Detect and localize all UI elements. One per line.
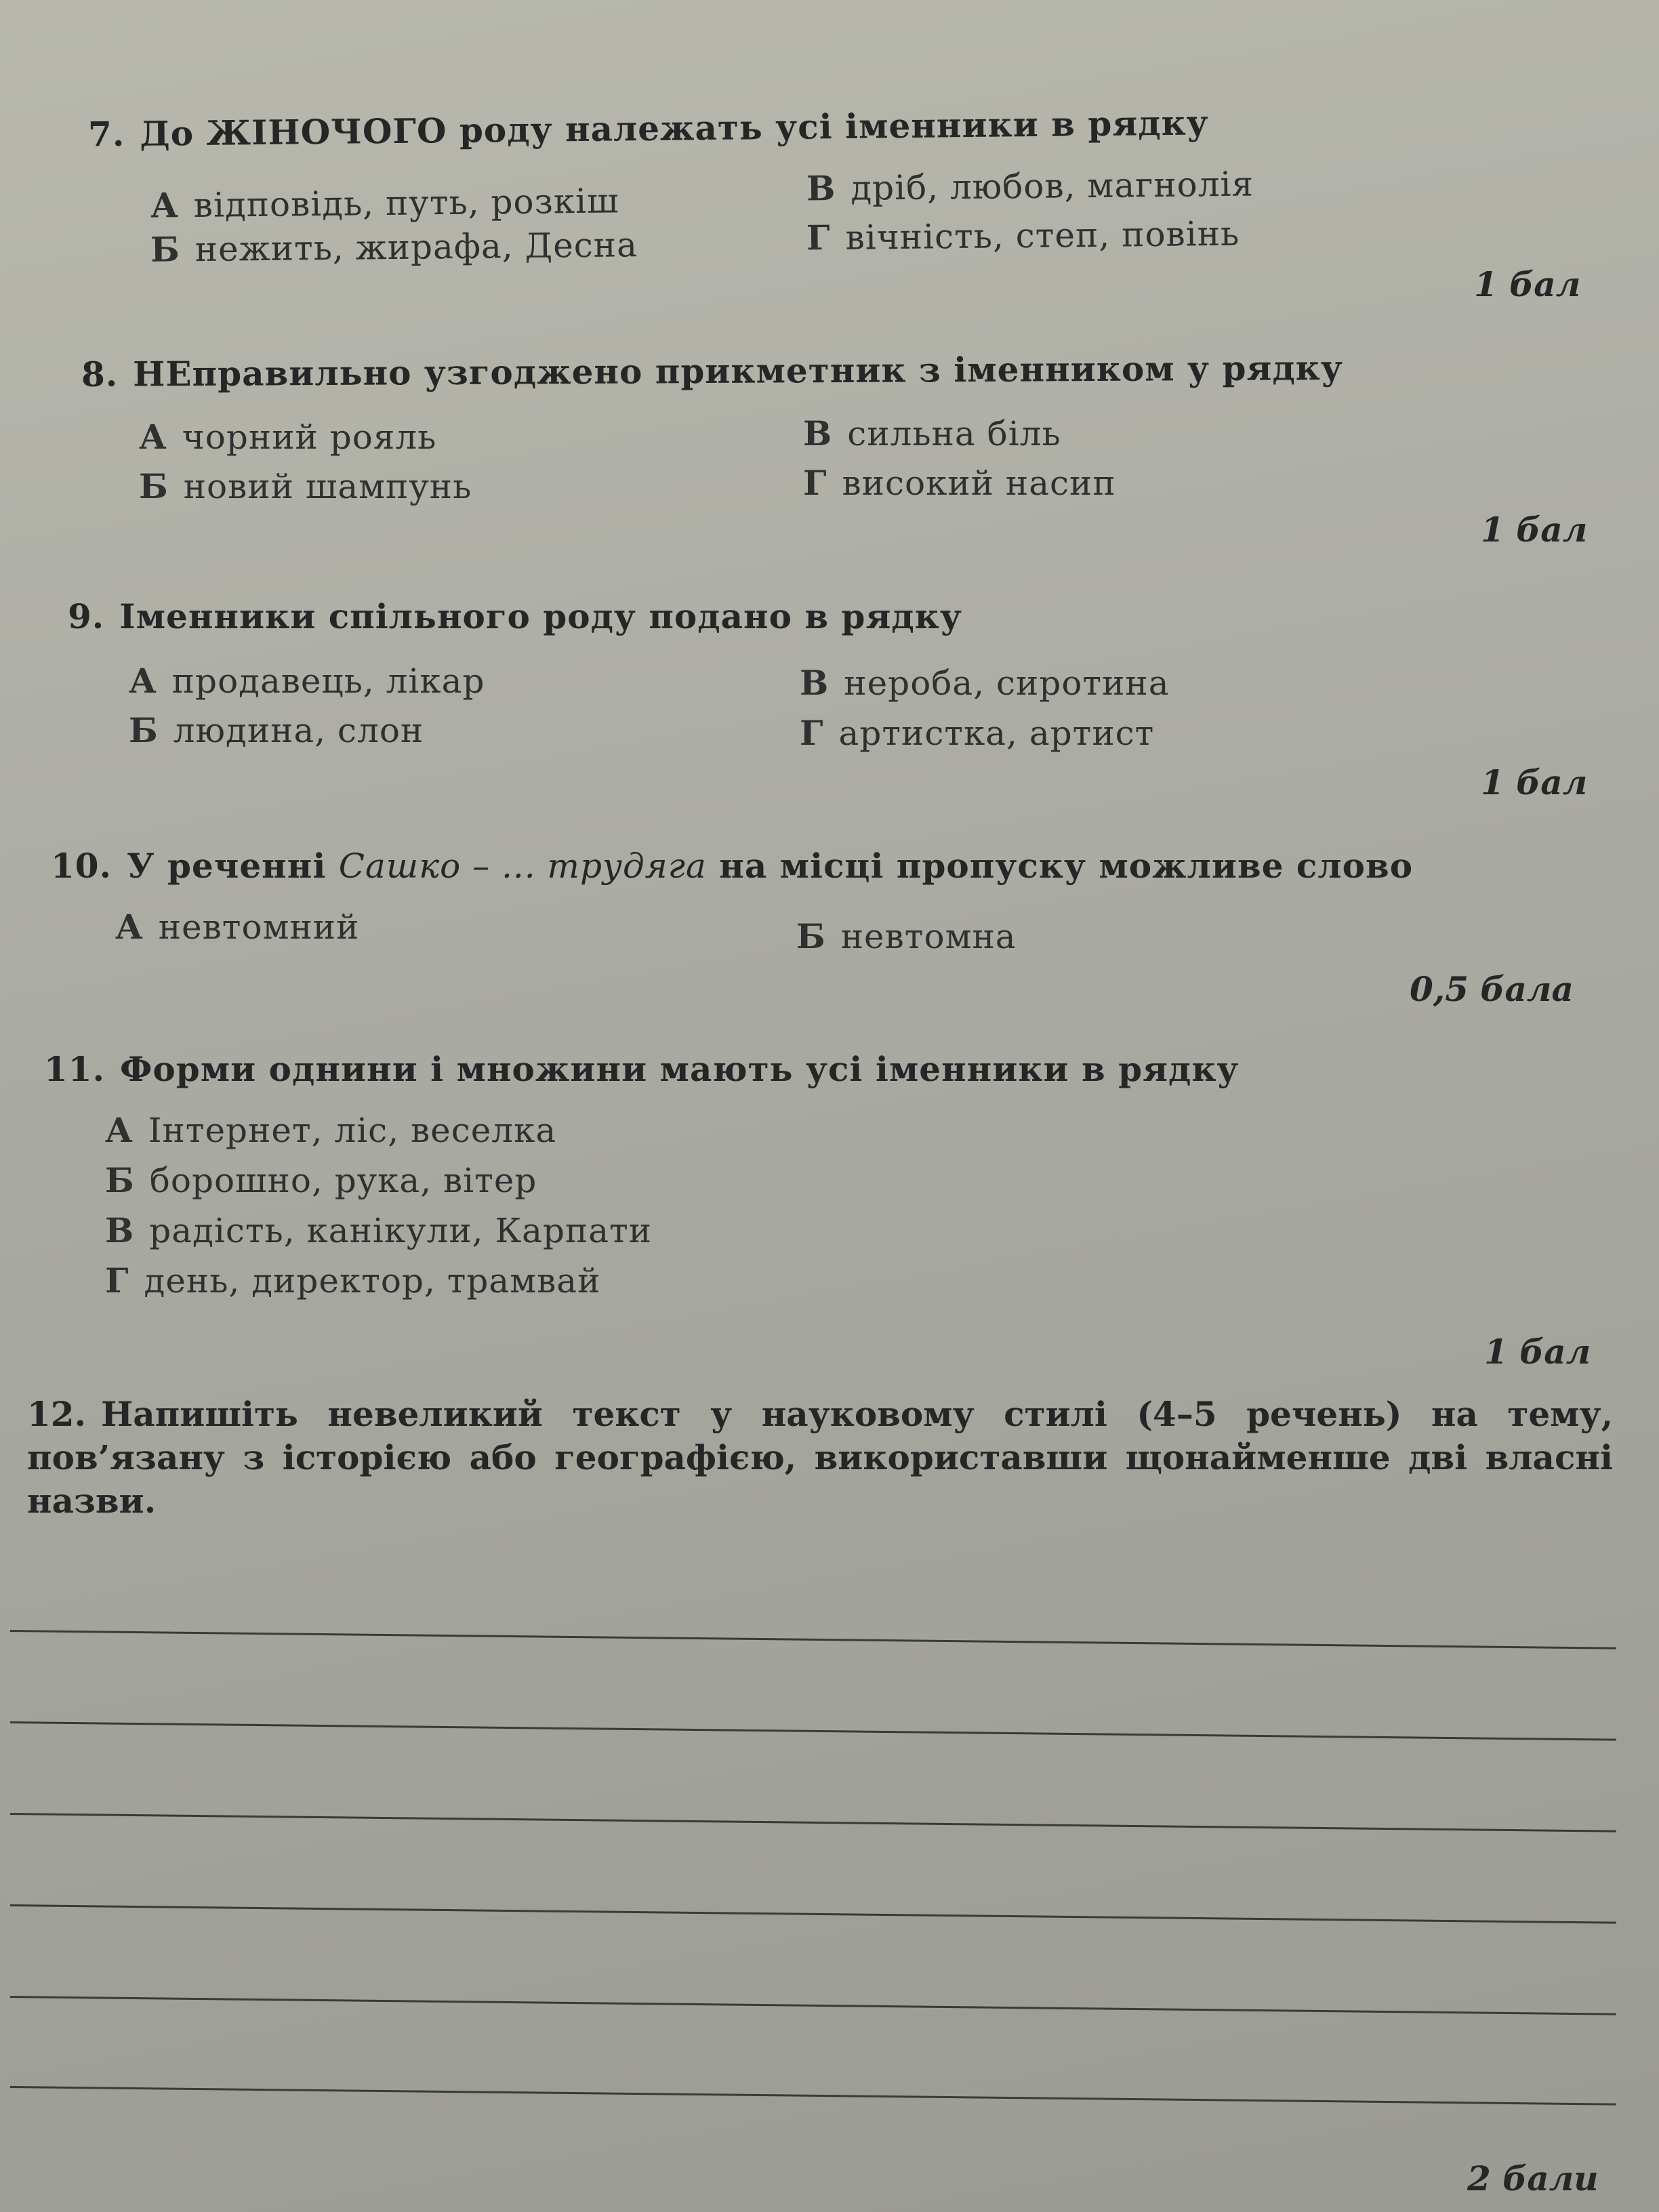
question-text: Іменники спільного роду подано в рядку [119, 596, 962, 636]
question-7-option-h [806, 213, 1240, 258]
question-text: Напишіть невеликий текст у науковому стилі (4–5 речень) на тему, пов’язану з історією або географією, використавши щонайменше дві власні назви. [27, 1394, 1613, 1521]
question-9-option-b [129, 710, 424, 750]
option-text: високий насип [842, 464, 1116, 503]
option-letter: Б [139, 466, 169, 506]
option-letter: Г [806, 217, 831, 258]
option-text: вічність, степ, повінь [845, 213, 1240, 258]
question-9-title [68, 596, 962, 636]
option-letter: А [115, 907, 144, 947]
option-text: невтомний [158, 907, 360, 947]
answer-line-2[interactable] [10, 1721, 1616, 1741]
question-9-option-a [129, 661, 485, 701]
question-8-option-a [139, 417, 436, 457]
question-number: 12. [27, 1394, 86, 1434]
question-number: 11. [44, 1049, 105, 1089]
option-text: відповідь, путь, розкіш [193, 181, 619, 225]
question-number: 10. [51, 846, 112, 886]
question-9-option-h [800, 713, 1154, 753]
question-number: 8. [81, 354, 119, 394]
answer-line-4[interactable] [10, 1904, 1616, 1924]
question-10-title [51, 846, 1413, 886]
question-9-score: 1 бал [1481, 762, 1588, 802]
question-7-score: 1 бал [1474, 264, 1581, 304]
option-letter: А [105, 1110, 134, 1150]
question-12-score: 2 бали [1467, 2158, 1599, 2198]
question-8-option-b [139, 466, 472, 506]
option-letter: В [105, 1210, 135, 1250]
question-8-option-h [803, 463, 1116, 503]
question-7-option-v [806, 164, 1254, 209]
option-letter: Г [105, 1261, 129, 1300]
option-text: сильна біль [847, 414, 1061, 453]
answer-line-3[interactable] [10, 1813, 1616, 1832]
question-8-score: 1 бал [1481, 510, 1588, 550]
question-11-title [44, 1049, 1239, 1089]
question-7-title [88, 102, 1209, 154]
option-text: нежить, жирафа, Десна [194, 225, 638, 270]
question-11-option-v [105, 1210, 652, 1250]
question-9-option-v [800, 663, 1170, 703]
option-text: нероба, сиротина [844, 663, 1170, 703]
question-number: 9. [68, 596, 105, 636]
question-text: Форми однини і множини мають усі іменники в рядку [120, 1049, 1240, 1089]
option-letter: А [139, 417, 167, 457]
option-text: чорний рояль [182, 417, 437, 457]
question-10-option-a [115, 907, 359, 947]
option-text: людина, слон [173, 711, 424, 750]
option-letter: Г [800, 713, 824, 753]
option-text: продавець, лікар [171, 661, 485, 701]
option-text: дріб, любов, магнолія [850, 164, 1254, 208]
option-letter: Б [150, 229, 181, 270]
question-11-option-h [105, 1261, 600, 1300]
answer-line-6[interactable] [10, 2086, 1616, 2106]
option-text: невтомна [840, 917, 1017, 956]
question-8-title [81, 348, 1343, 394]
question-text-example: Сашко – ... трудяга [338, 846, 707, 886]
option-letter: А [150, 185, 180, 226]
question-number: 7. [87, 114, 125, 155]
question-12 [27, 1393, 1613, 1523]
question-text: До ЖІНОЧОГО роду належать усі іменники в рядку [139, 102, 1209, 154]
option-letter: В [803, 413, 833, 453]
answer-line-1[interactable] [10, 1630, 1616, 1650]
option-letter: Г [803, 463, 827, 503]
question-11-option-a [105, 1110, 556, 1150]
question-10-option-b [796, 916, 1017, 956]
question-7-option-a [150, 180, 619, 225]
question-10-score: 0,5 бала [1410, 969, 1574, 1009]
option-text: Інтернет, ліс, веселка [148, 1111, 557, 1150]
option-letter: Б [129, 710, 159, 750]
option-letter: Б [105, 1160, 135, 1200]
option-text: борошно, рука, вітер [149, 1161, 537, 1200]
answer-line-5[interactable] [10, 1996, 1616, 2015]
question-text: НЕправильно узгоджено прикметник з іменником у рядку [133, 348, 1343, 394]
question-text-before: У реченні [127, 846, 327, 886]
question-text-after: на місці пропуску можливе слово [719, 846, 1414, 886]
question-11-option-b [105, 1160, 537, 1200]
option-text: радість, канікули, Карпати [149, 1211, 653, 1250]
option-text: новий шампунь [183, 467, 472, 506]
question-7-option-b [150, 224, 638, 270]
option-letter: В [800, 663, 830, 703]
option-text: артистка, артист [838, 714, 1155, 753]
question-11-score: 1 бал [1484, 1332, 1591, 1372]
option-letter: В [806, 168, 836, 209]
option-text: день, директор, трамвай [144, 1261, 601, 1300]
question-8-option-v [803, 413, 1061, 453]
option-letter: А [129, 661, 157, 701]
option-letter: Б [796, 916, 826, 956]
